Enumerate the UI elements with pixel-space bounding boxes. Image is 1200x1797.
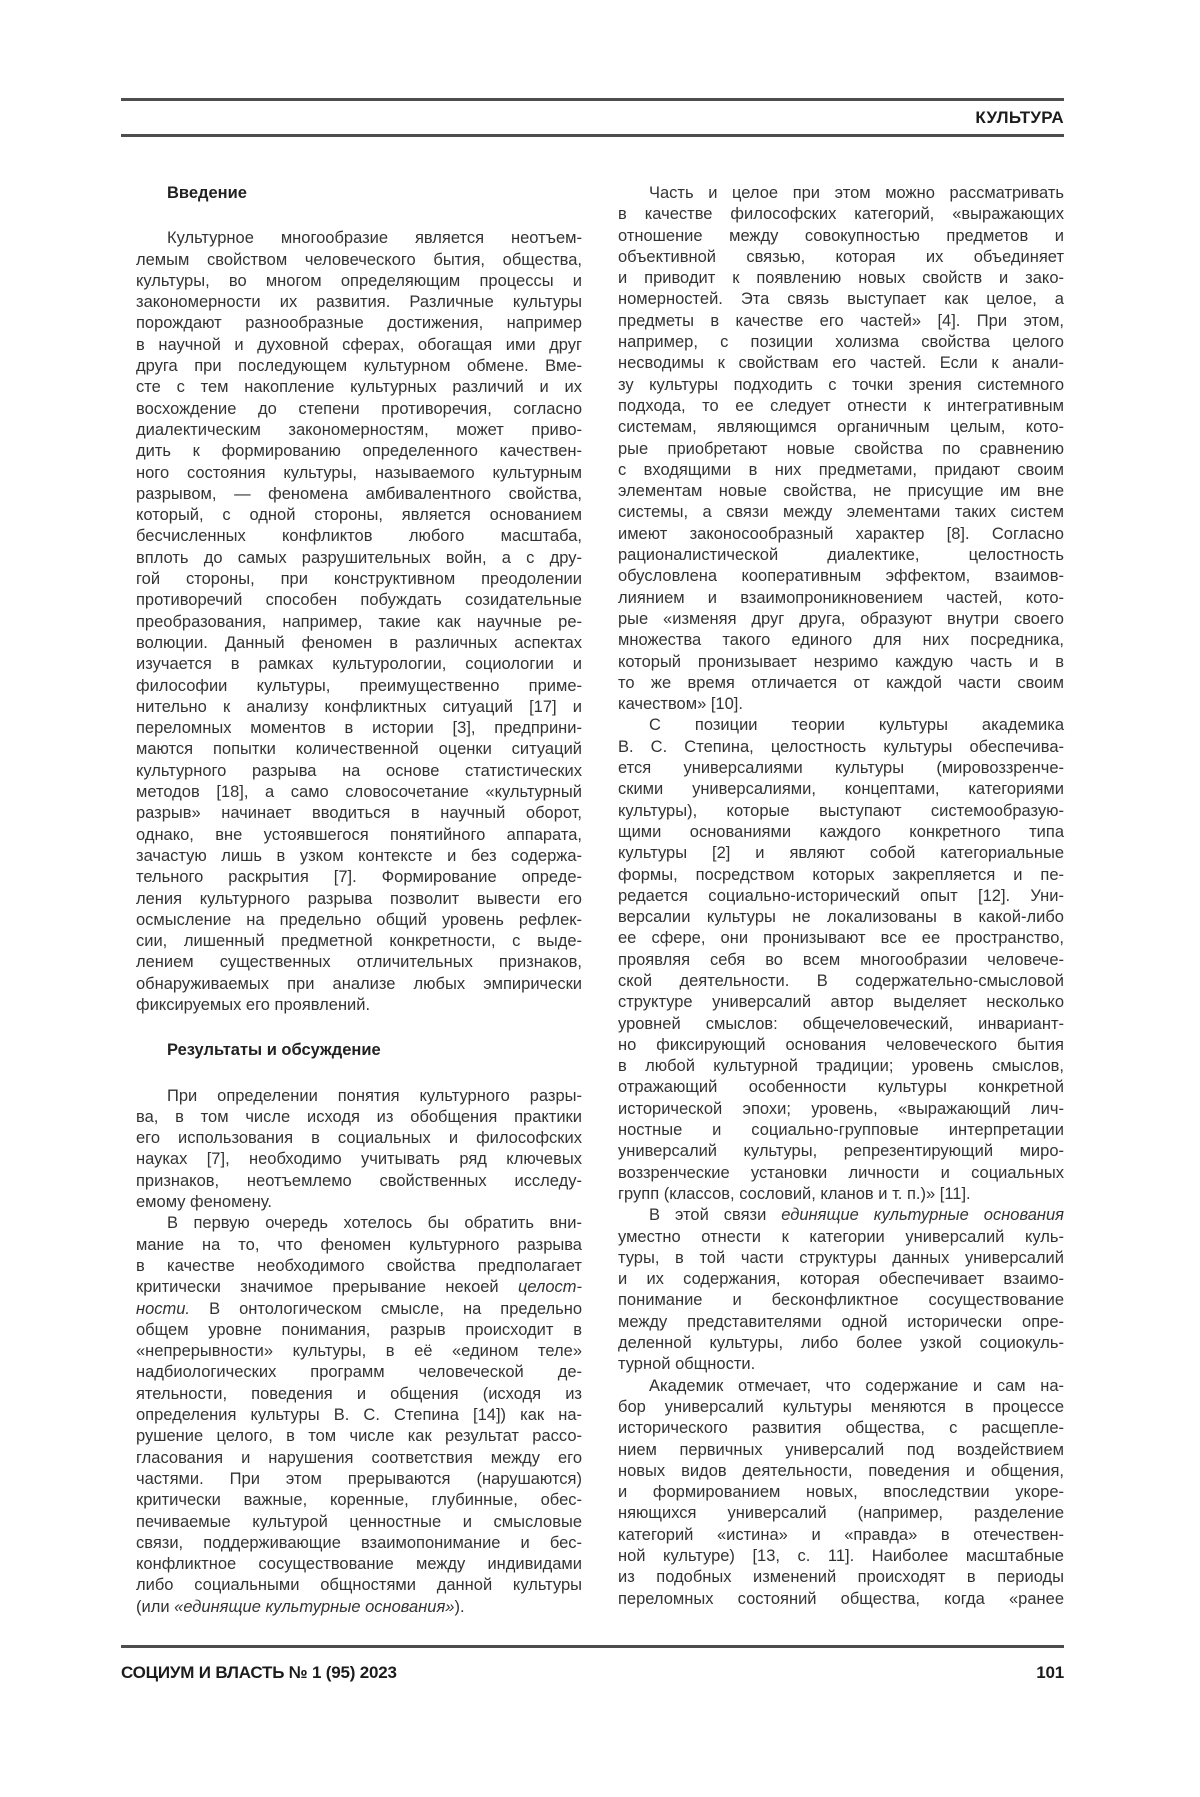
text-line: вплоть до самых разрушительных войн, а с дру-	[136, 548, 582, 567]
text-line: нительно к анализу конфликтных ситуаций [17] и	[136, 697, 582, 716]
text-line: имеют законосообразный характер [8]. Согласно	[618, 524, 1064, 543]
text-line: между представителями одной исторически опре-	[618, 1312, 1064, 1331]
text-line: гой стороны, при конструктивном преодолении	[136, 570, 582, 589]
text-line: ности. В онтологическом смысле, на предельно	[136, 1299, 582, 1318]
text-line: При определении понятия культурного разры-	[167, 1086, 582, 1105]
text-line: но фиксирующий основания человеческого бытия	[618, 1035, 1064, 1054]
left-column	[136, 183, 582, 1618]
paragraph	[618, 1205, 1064, 1375]
text-line: изучается в рамках культурологии, социологии и	[136, 655, 582, 674]
text-line: туры, в той части структуры данных универсалий	[618, 1248, 1064, 1267]
text-line: рушение целого, в том числе как результат рассо-	[136, 1427, 582, 1446]
text-line: щими основаниями каждого конкретного типа	[618, 822, 1064, 841]
page-header	[121, 98, 1064, 137]
text-line: емому феномену.	[136, 1193, 272, 1212]
text-line: версалии культуры не локализованы в какой-либо	[618, 908, 1064, 927]
paragraph	[136, 1086, 582, 1214]
text-line: проявляя себя во всем многообразии человече-	[618, 950, 1064, 969]
text-line: друга при последующем культурном обмене. Вме-	[136, 357, 582, 376]
text-line: частями. При этом прерываются (нарушаются)	[136, 1469, 582, 1488]
text-line: обусловлена кооперативным эффектом, взаимов-	[618, 567, 1064, 586]
text-line: турной общности.	[618, 1355, 756, 1374]
text-line: ятельности, поведения и общения (исходя из	[136, 1384, 582, 1403]
text-line: осмысление на предельно общий уровень рефлек-	[136, 910, 582, 929]
text-line: Часть и целое при этом можно рассматривать	[649, 184, 1064, 202]
text-line: либо социальными общностями данной культуры	[136, 1576, 582, 1595]
journal-title: СОЦИУМ И ВЛАСТЬ № 1 (95) 2023	[121, 1663, 397, 1682]
text-line: сии, лишенный предметной конкретности, с выде-	[136, 932, 582, 951]
text-line: В. С. Степина, целостность культуры обеспечива-	[618, 737, 1064, 756]
text-line: объективной связью, которая их объединяет	[618, 247, 1064, 266]
text-line: лемым свойством человеческого бытия, общества,	[136, 250, 582, 269]
text-line: С позиции теории культуры академика	[649, 716, 1064, 735]
text-line: редается социально-исторический опыт [12]. Уни-	[618, 886, 1064, 905]
text-line: номерностей. Эта связь выступает как целое, а	[618, 290, 1064, 309]
text-line: понимание и бесконфликтное сосуществование	[618, 1291, 1064, 1310]
text-line: закономерности их развития. Различные культуры	[136, 293, 582, 312]
text-line: разрыв» начинает вводиться в научный оборот,	[136, 804, 582, 823]
text-line: воззренческие установки личности и социальных	[618, 1163, 1064, 1182]
paragraph	[136, 1213, 582, 1618]
text-line: в качестве необходимого свойства предполагает	[136, 1256, 582, 1275]
section-heading: Результаты и обсуждение	[167, 1041, 381, 1060]
page-number: 101	[1036, 1663, 1064, 1682]
text-line: рые приобретают новые свойства по сравнению	[618, 439, 1064, 458]
paragraph	[618, 715, 1064, 1205]
text-line: и приводит к появлению новых свойств и зако-	[618, 269, 1064, 288]
text-line: несводимы к свойствам его частей. Если к анали-	[618, 354, 1064, 373]
text-line: (или «единящие культурные основания»).	[136, 1597, 465, 1616]
text-line: в научной и духовной сферах, обогащая ими друг	[136, 335, 582, 354]
text-line: формы, посредством которых закрепляется и пе-	[618, 865, 1064, 884]
text-line: с входящими в них предметами, придают своим	[618, 460, 1064, 479]
text-line: науках [7], необходимо учитывать ряд ключевых	[136, 1150, 582, 1169]
text-line: «непрерывности» культуры, в её «едином теле»	[136, 1342, 582, 1361]
text-line: новых видов деятельности, поведения и общения,	[618, 1461, 1064, 1480]
text-line: Академик отмечает, что содержание и сам на-	[649, 1376, 1064, 1395]
text-line: признаков, неотъемлемо свойственных исследу-	[136, 1171, 582, 1190]
text-line: предметы в качестве его частей» [4]. При этом,	[618, 311, 1064, 330]
text-line: подхода, то ее следует отнести к интегративным	[618, 396, 1064, 415]
text-line: печиваемые культурой ценностные и смысловые	[136, 1512, 582, 1531]
text-line: ностные и социально-групповые интерпретации	[618, 1121, 1064, 1140]
text-line: культуры [2] и являют собой категориальные	[618, 844, 1064, 863]
text-line: то же время отличается от каждой части своим	[618, 673, 1064, 692]
text-line: из подобных изменений происходят в периоды	[618, 1568, 1064, 1587]
text-line: методов [18], а само словосочетание «культурный	[136, 783, 582, 802]
text-line: конфликтное сосуществование между индивидами	[136, 1555, 582, 1574]
text-line: определения культуры В. С. Степина [14]) как на-	[136, 1406, 582, 1425]
text-line: отражающий особенности культуры конкретной	[618, 1078, 1064, 1097]
text-line: структуре универсалий автор выделяет несколько	[618, 993, 1064, 1012]
text-line: ления культурного разрыва позволит вывести его	[136, 889, 582, 908]
text-line: системы, а связи между элементами таких систем	[618, 503, 1064, 522]
right-column	[618, 183, 1064, 1618]
text-line: например, с позиции холизма свойства целого	[618, 333, 1064, 352]
text-line: уместно отнести к категории универсалий куль-	[618, 1227, 1064, 1246]
text-line: элементам новые свойства, не присущие им вне	[618, 482, 1064, 501]
text-line: исторического развития общества, с расщепле-	[618, 1419, 1064, 1438]
text-line: волюции. Данный феномен в различных аспектах	[136, 633, 582, 652]
text-line: мание на то, что феномен культурного разрыва	[136, 1235, 582, 1254]
paragraph	[618, 1376, 1064, 1610]
text-line: критически важные, коренные, глубинные, обес-	[136, 1491, 582, 1510]
text-line: тельного раскрытия [7]. Формирование опреде-	[136, 868, 582, 887]
text-line: который, с одной стороны, является основанием	[136, 506, 582, 525]
text-line: нием первичных универсалий под воздействием	[618, 1440, 1064, 1459]
text-line: в качестве философских категорий, «выражающих	[618, 205, 1064, 224]
text-line: культуры, во многом определяющим процессы и	[136, 271, 582, 290]
text-line: противоречий способен побуждать созидательные	[136, 591, 582, 610]
text-line: диалектическим закономерностям, может приво-	[136, 420, 582, 439]
text-line: культурного разрыва на основе статистических	[136, 761, 582, 780]
text-line: зу культуры подходить с точки зрения системного	[618, 375, 1064, 394]
text-line: уровней смыслов: общечеловеческий, инвариант-	[618, 1014, 1064, 1033]
paragraph	[136, 228, 582, 1016]
text-line: рационалистической диалектике, целостность	[618, 546, 1064, 565]
text-line: универсалий культуры, репрезентирующий миро-	[618, 1142, 1064, 1161]
text-line: дить к формированию определенного качествен-	[136, 442, 582, 461]
text-line: рые «изменяя друг друга, образуют внутри своего	[618, 609, 1064, 628]
text-line: общем уровне понимания, разрыв происходит в	[136, 1320, 582, 1339]
text-line: В первую очередь хотелось бы обратить вни-	[167, 1214, 582, 1233]
text-line: порождают разнообразные достижения, например	[136, 314, 582, 333]
text-line: ной культуре) [13, с. 11]. Наиболее масштабные	[618, 1547, 1064, 1565]
page-footer	[121, 1645, 1064, 1683]
text-line: обнаруживаемых при анализе любых эмпирически	[136, 974, 582, 993]
text-line: в любой культурной традиции; уровень смыслов,	[618, 1057, 1064, 1076]
text-line: разрывом, — феномена амбивалентного свойства,	[136, 484, 582, 503]
text-line: фиксируемых его проявлений.	[136, 995, 371, 1014]
text-line: ного состояния культуры, называемого культурным	[136, 463, 582, 482]
text-line: множества такого единого для них посредника,	[618, 631, 1064, 650]
text-line: его использования в социальных и философских	[136, 1129, 582, 1148]
text-line: культуры), которые выступают системообразую-	[618, 801, 1064, 820]
text-line: няющихся универсалий (например, разделение	[618, 1504, 1064, 1523]
text-line: скими универсалиями, концептами, категориями	[618, 780, 1064, 799]
text-line: связи, поддерживающие взаимопонимание и бес-	[136, 1533, 582, 1552]
text-line: надбиологических программ человеческой де-	[136, 1363, 582, 1382]
text-line: ской деятельности. В содержательно-смысловой	[618, 971, 1064, 990]
text-line: системам, являющимся органичным целым, кото-	[618, 418, 1064, 437]
text-line: ется универсалиями культуры (мировоззренче-	[618, 759, 1064, 778]
text-line: однако, вне устоявшегося понятийного аппарата,	[136, 825, 582, 844]
text-line: бесчисленных конфликтов любого масштаба,	[136, 527, 582, 546]
text-line: категорий «истина» и «правда» в отечествен-	[618, 1525, 1064, 1544]
text-line: исторической эпохи; уровень, «выражающий лич-	[618, 1099, 1064, 1118]
text-line: маются попытки количественной оценки ситуаций	[136, 740, 582, 759]
text-line: и формированием новых, впоследствии укоре-	[618, 1483, 1064, 1502]
text-line: В этой связи единящие культурные основания	[649, 1206, 1064, 1225]
text-line: групп (классов, сословий, кланов и т. п.)» [11].	[618, 1184, 971, 1203]
text-line: качеством» [10].	[618, 695, 743, 714]
content-columns	[136, 183, 1064, 1618]
text-line: лением существенных отличительных признаков,	[136, 953, 582, 972]
text-line: отношение между совокупностью предметов и	[618, 226, 1064, 245]
text-line: и их содержания, которая обеспечивает взаимо-	[618, 1270, 1064, 1289]
paragraph	[618, 183, 1064, 715]
text-line: ва, в том числе исходя из обобщения практики	[136, 1107, 582, 1126]
text-line: преобразования, например, такие как научные ре-	[136, 612, 582, 631]
text-line: философии культуры, преимущественно приме-	[136, 676, 582, 695]
text-line: зачастую лишь в узком контексте и без содержа-	[136, 846, 582, 865]
text-line: который пронизывает незримо каждую часть и в	[618, 652, 1064, 671]
text-line: лиянием и взаимопроникновением частей, кото-	[618, 588, 1064, 607]
text-line: гласования и нарушения соответствия между его	[136, 1448, 582, 1467]
text-line: Культурное многообразие является неотъем-	[167, 229, 582, 248]
text-line: деленной культуры, либо более узкой социокуль-	[618, 1334, 1064, 1353]
text-line: сте с тем накопление культурных различий и их	[136, 378, 582, 397]
section-label: КУЛЬТУРА	[975, 107, 1064, 127]
text-line: восхождение до степени противоречия, согласно	[136, 399, 582, 418]
text-line: критически значимое прерывание некоей целост-	[136, 1278, 582, 1297]
text-line: переломных моментов в истории [3], предприни-	[136, 719, 582, 738]
text-line: ее сфере, они пронизывают все ее пространство,	[618, 929, 1064, 948]
section-heading: Введение	[167, 184, 247, 202]
text-line: переломных состояний общества, когда «ранее	[618, 1589, 1064, 1608]
text-line: бор универсалий культуры меняются в процессе	[618, 1397, 1064, 1416]
